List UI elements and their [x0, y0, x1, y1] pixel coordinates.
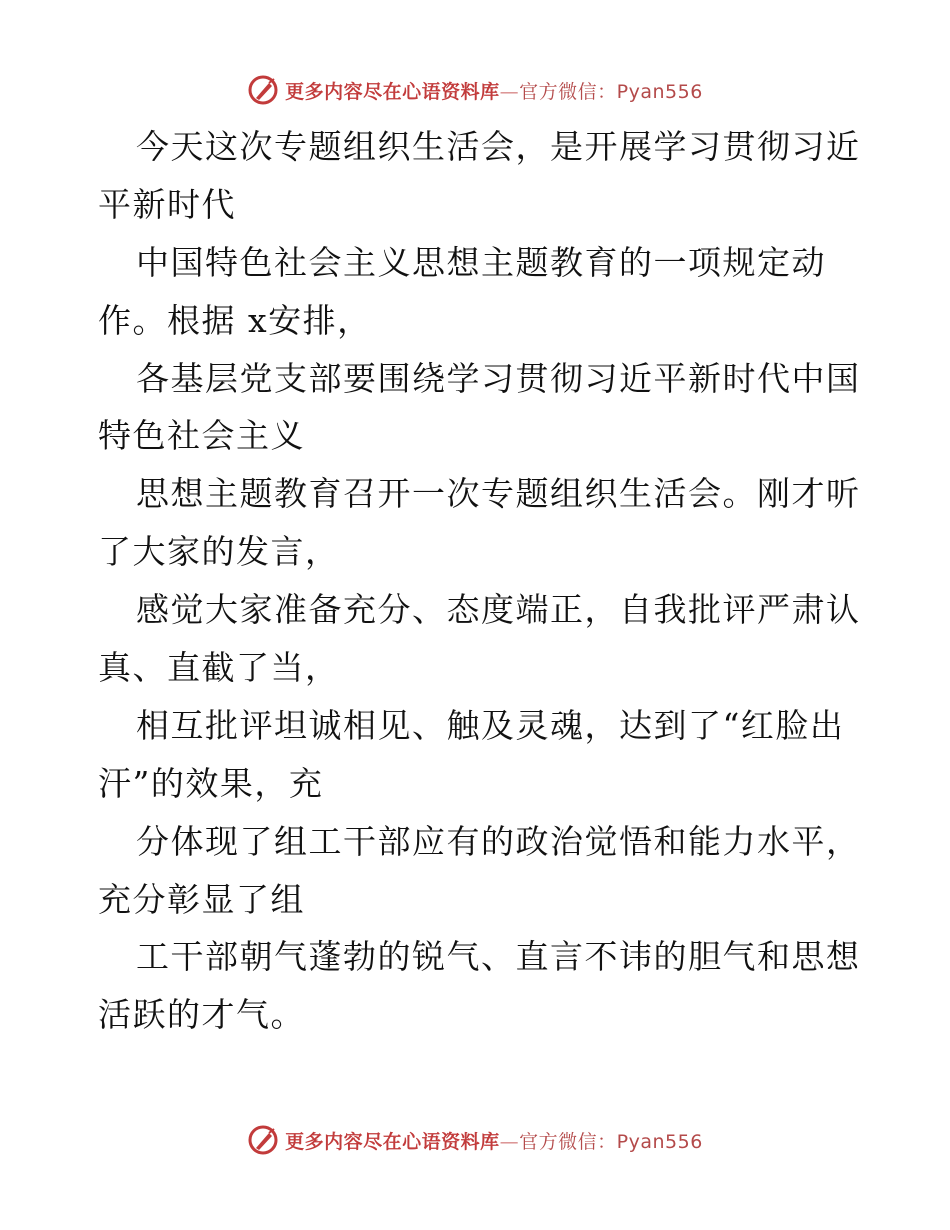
paragraph-line: 平新时代 — [98, 184, 236, 224]
paragraph-line: 相互批评坦诚相见、触及灵魂，达到了“红脸出 — [136, 705, 845, 745]
paragraph-line: 思想主题教育召开一次专题组织生活会。刚才听 — [136, 474, 861, 514]
paragraph-line: 充分彰显了组 — [98, 879, 305, 919]
paragraph-line: 汗”的效果，充 — [98, 763, 324, 803]
footer-banner — [0, 1120, 950, 1160]
header-banner-text — [285, 77, 703, 104]
paragraph-line: 了大家的发言， — [98, 532, 340, 572]
paragraph-line: 感觉大家准备充分、态度端正，自我批评严肃认 — [136, 590, 861, 630]
quill-pen-circle-icon — [247, 74, 279, 106]
paragraph-line: 中国特色社会主义思想主题教育的一项规定动 — [136, 242, 826, 282]
footer-banner-main: 更多内容尽在心语资料库 — [285, 1130, 500, 1153]
footer-banner-tail: 官方微信：Pyan556 — [519, 1130, 703, 1153]
paragraph-line: 各基层党支部要围绕学习贯彻习近平新时代中国 — [136, 358, 861, 398]
footer-banner-dash: — — [499, 1130, 520, 1153]
paragraph-line: 真、直截了当， — [98, 648, 340, 688]
paragraph-line: 作。根据 x安排， — [98, 300, 372, 340]
header-banner-tail: 官方微信：Pyan556 — [519, 80, 703, 103]
paragraph-line: 今天这次专题组织生活会，是开展学习贯彻习近 — [136, 127, 861, 166]
document-body — [98, 118, 868, 1044]
header-banner-main: 更多内容尽在心语资料库 — [285, 80, 500, 103]
paragraph-line: 活跃的才气。 — [98, 995, 305, 1035]
footer-banner-text — [285, 1127, 703, 1154]
header-banner — [0, 70, 950, 110]
paragraph-line: 特色社会主义 — [98, 416, 305, 456]
header-banner-dash: — — [499, 80, 520, 103]
quill-pen-circle-icon — [247, 1124, 279, 1156]
paragraph-line: 工干部朝气蓬勃的锐气、直言不讳的胆气和思想 — [136, 937, 861, 977]
paragraph-line: 分体现了组工干部应有的政治觉悟和能力水平， — [136, 821, 861, 861]
